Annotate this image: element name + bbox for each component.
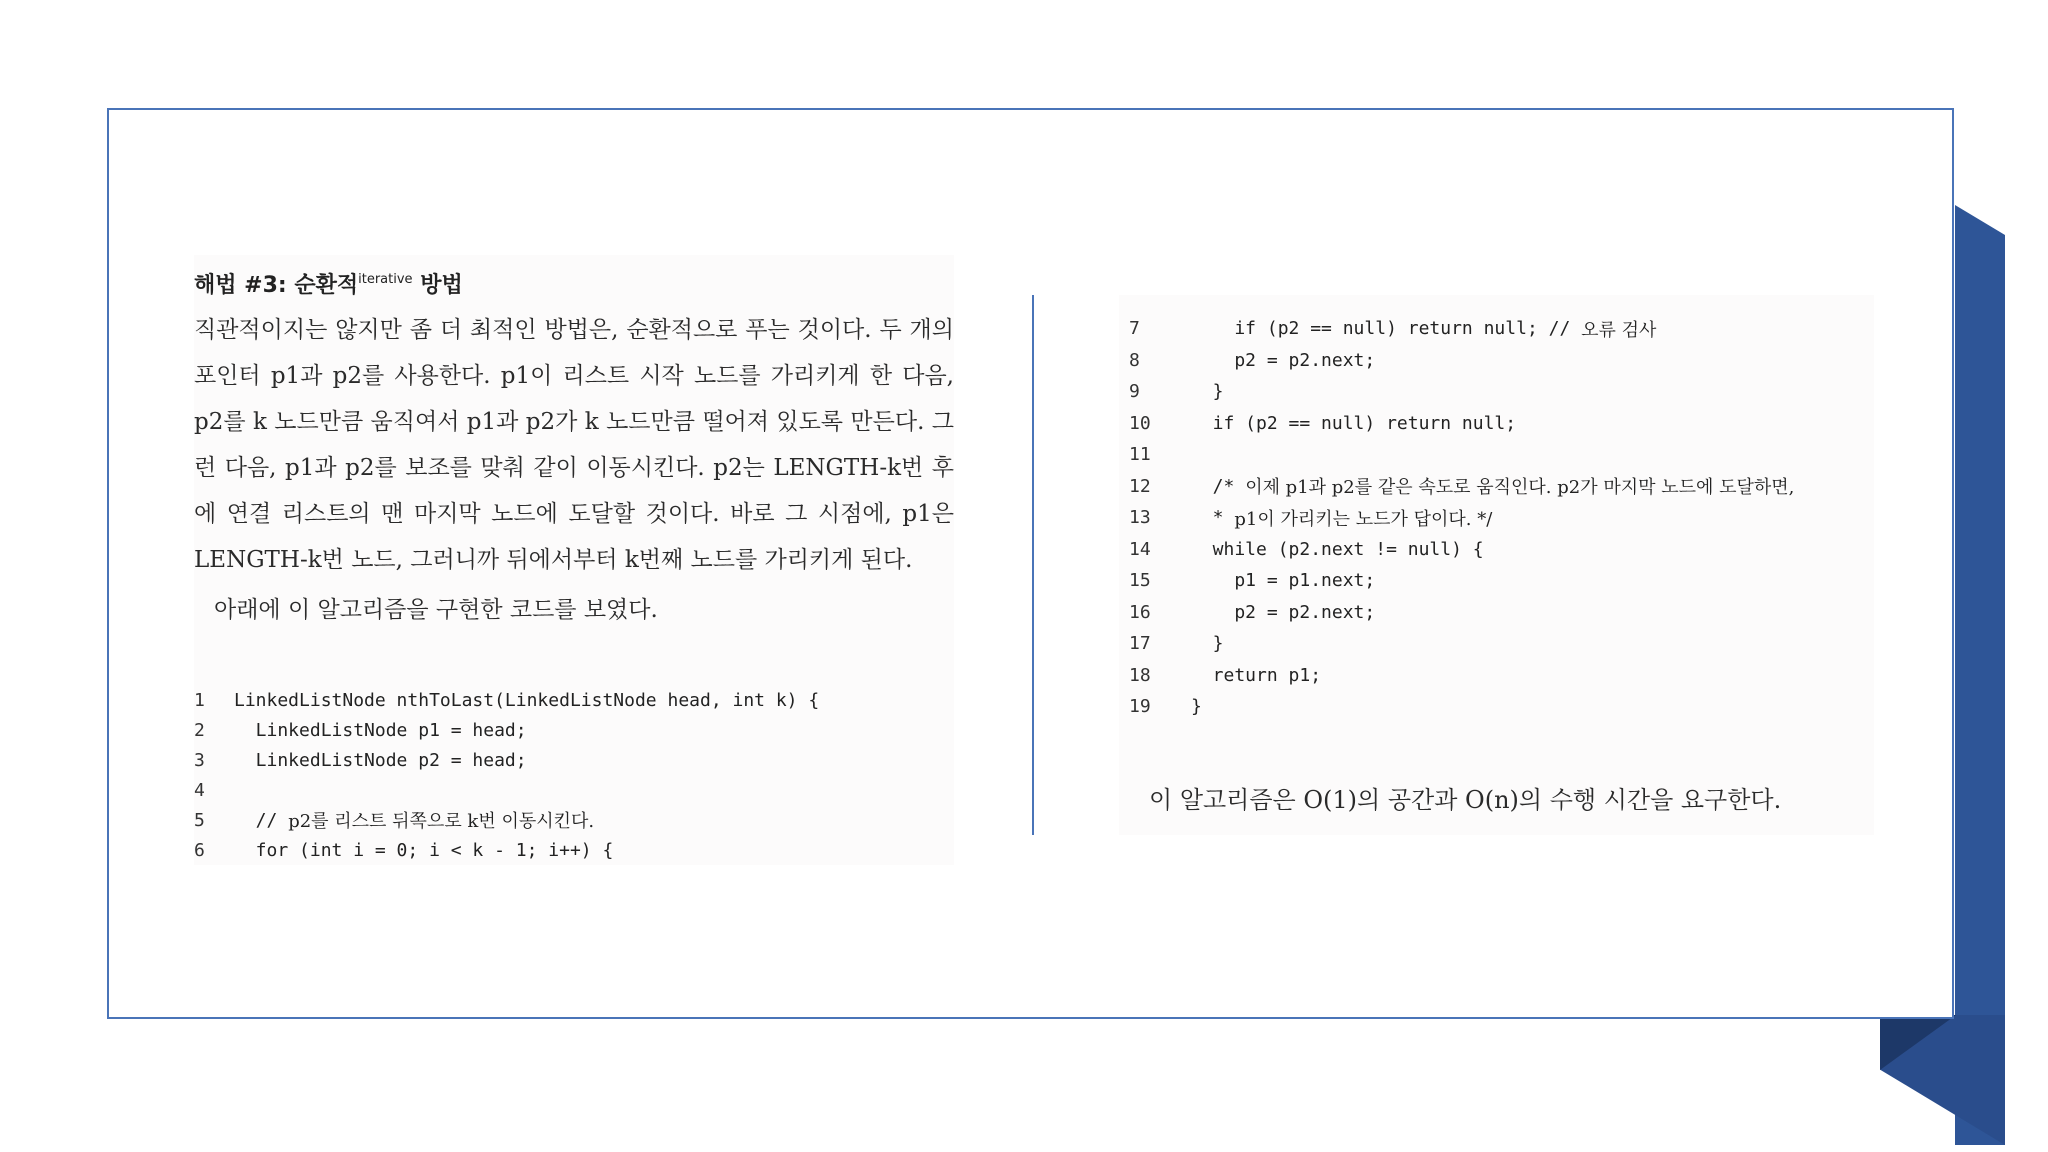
code-text: while (p2.next != null) { bbox=[1191, 538, 1484, 560]
code-line bbox=[1129, 534, 1794, 566]
code-text: LinkedListNode nthToLast(LinkedListNode head, int k) { bbox=[234, 689, 820, 711]
code-line bbox=[194, 835, 819, 865]
code-line bbox=[194, 805, 819, 835]
explanation-paragraph: 직관적이지는 않지만 좀 더 최적인 방법은, 순환적으로 푸는 것이다. 두 개의 포인터 p1과 p2를 사용한다. p1이 리스트 시작 노드를 가리키게 한 다음, p2를 k 노드만큼 움직여서 p1과 p2가 k 노드만큼 떨어져 있도록 만든다. 그런 다음, p1과 p2를 보조를 맞춰 같이 이동시킨다. p2는 LENGTH-k번 후에 연결 리스트의 맨 마지막 노드에 도달할 것이다. 바로 그 시점에, p1은 LENGTH-k번 노드, 그러니까 뒤에서부터 k번째 노드를 가리키게 된다. bbox=[194, 317, 954, 573]
code-text: // bbox=[234, 809, 289, 831]
code-text: p2 = p2.next; bbox=[1191, 601, 1376, 623]
code-text: p1 = p1.next; bbox=[1191, 570, 1376, 592]
code-line bbox=[1129, 502, 1794, 534]
line-number: 9 bbox=[1129, 381, 1140, 403]
code-text: } bbox=[1191, 633, 1224, 655]
code-text: LinkedListNode p1 = head; bbox=[234, 719, 527, 741]
line-number: 19 bbox=[1129, 696, 1151, 718]
code-line bbox=[1129, 408, 1794, 440]
line-number: 10 bbox=[1129, 412, 1151, 434]
column-divider bbox=[1032, 295, 1034, 835]
code-line bbox=[1129, 691, 1794, 723]
code-comment: p1이 가리키는 노드가 답이다. */ bbox=[1234, 508, 1493, 530]
code-line bbox=[1129, 376, 1794, 408]
code-text: for (int i = 0; i < k - 1; i++) { bbox=[234, 839, 614, 861]
line-number: 18 bbox=[1129, 664, 1151, 686]
code-text: /* bbox=[1191, 475, 1246, 497]
line-number: 16 bbox=[1129, 601, 1151, 623]
line-number: 3 bbox=[194, 749, 205, 771]
complexity-conclusion: 이 알고리즘은 O(1)의 공간과 O(n)의 수행 시간을 요구한다. bbox=[1149, 786, 1782, 814]
line-number: 12 bbox=[1129, 475, 1151, 497]
line-number: 13 bbox=[1129, 507, 1151, 529]
heading-superscript: iterative bbox=[358, 272, 413, 287]
code-line bbox=[1129, 313, 1794, 345]
code-line bbox=[1129, 660, 1794, 692]
code-line bbox=[1129, 628, 1794, 660]
code-line bbox=[194, 715, 819, 745]
code-comment: 오류 검사 bbox=[1581, 319, 1657, 341]
code-line bbox=[1129, 471, 1794, 503]
line-number: 17 bbox=[1129, 633, 1151, 655]
line-number: 8 bbox=[1129, 349, 1140, 371]
line-number: 11 bbox=[1129, 444, 1151, 466]
line-number: 14 bbox=[1129, 538, 1151, 560]
decorative-ribbon bbox=[1955, 205, 2005, 1145]
line-number: 7 bbox=[1129, 318, 1140, 340]
line-number: 15 bbox=[1129, 570, 1151, 592]
code-line bbox=[194, 745, 819, 775]
code-line bbox=[1129, 565, 1794, 597]
code-line bbox=[194, 775, 819, 805]
line-number: 5 bbox=[194, 809, 205, 831]
code-line bbox=[1129, 439, 1794, 471]
code-text: if (p2 == null) return null; bbox=[1191, 412, 1517, 434]
code-comment: 이제 p1과 p2를 같은 속도로 움직인다. p2가 마지막 노드에 도달하면, bbox=[1245, 477, 1795, 499]
heading-main: 해법 #3: 순환적 bbox=[194, 273, 359, 298]
code-text: return p1; bbox=[1191, 664, 1322, 686]
code-text: p2 = p2.next; bbox=[1191, 349, 1376, 371]
code-text: } bbox=[1191, 381, 1224, 403]
code-comment: p2를 리스트 뒤쪽으로 k번 이동시킨다. bbox=[288, 811, 595, 832]
code-block-right bbox=[1129, 313, 1794, 723]
heading-tail: 방법 bbox=[412, 273, 463, 298]
code-text: if (p2 == null) return null; // bbox=[1191, 318, 1582, 340]
line-number: 6 bbox=[194, 839, 205, 861]
code-line bbox=[1129, 597, 1794, 629]
code-intro-text: 아래에 이 알고리즘을 구현한 코드를 보였다. bbox=[214, 597, 658, 623]
line-number: 2 bbox=[194, 719, 205, 741]
code-line bbox=[194, 685, 819, 715]
code-text: * bbox=[1191, 507, 1235, 529]
line-number: 4 bbox=[194, 779, 205, 801]
code-line bbox=[1129, 345, 1794, 377]
code-text: LinkedListNode p2 = head; bbox=[234, 749, 527, 771]
code-block-left bbox=[194, 685, 819, 865]
section-heading bbox=[194, 268, 463, 299]
slide-frame bbox=[107, 108, 1954, 1019]
line-number: 1 bbox=[194, 689, 205, 711]
code-text: } bbox=[1191, 696, 1202, 718]
